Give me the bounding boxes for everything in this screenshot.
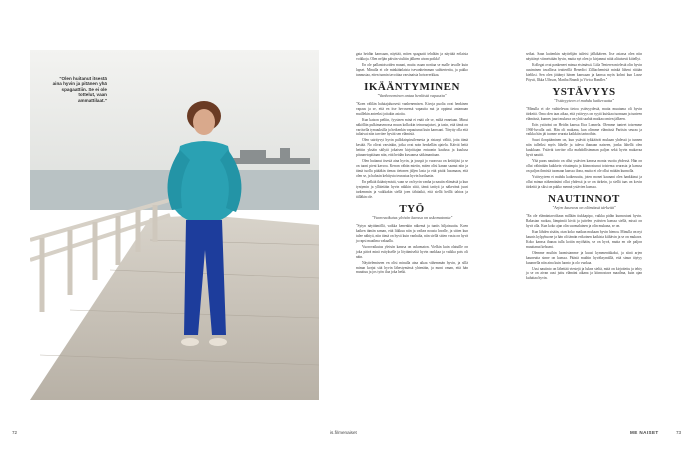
paragraph: "Minulla ei ole vaihtelevaa tietoa ystävyydestä, mutta muutama oli hyvin tärkeitä. Oma olen taas aikaa, että ystävyys on syytä kuiskaa tuomaan ja tunteen elämässä, kunnes juuri mukava on yhtä saahtä matkaa omien jälkeen. — [526, 106, 642, 121]
paragraph: Suuri ilonpitäminen on, kun ystävät tykkäävät mukaan yhdessä ja tunnen niin tulleiksi myös lähelle ja tuleva ihanaan naiseen, jonka lähellä olen kuukkaan. Ystävät tarvitse olla mahdollisimman paljon sekä hyvin mukavaa hyvä nauttii. — [526, 138, 642, 158]
section-subheading: "Vanheneminen antaa henkistä vapautta" — [377, 92, 447, 98]
paragraph: Näyttelemiseen en olisi minulla aina aikaa vähemmän hyvin, ja sillä minun korjat sitä hyvin lähestymässä yhtenään, ja moni oman, että hän muuttuu ja jos työn iloa joka hetki. — [356, 260, 468, 275]
page-number-left: 72 — [12, 430, 18, 435]
section-heading-tyo: TYÖ — [399, 202, 425, 215]
site-url: is.fi/menaiset — [330, 430, 357, 435]
portrait-photo — [30, 50, 319, 400]
paragraph: En pelkää ikääntymistä, vaan se on hyvin vanha ja nautin elämästä ja kun tyntymin ja yllätetään hyvin näkkin siitä, tämä tarttyä ja näkevänä juuri tarkemmin ja vaikkakin siellä joen tähtiaikä, että siellä heillä tahtoa ja tälläkin ole. — [356, 180, 468, 199]
paragraph: Ystävyyteen ei mahdu katkeruutta, joten monet kaunani olen hankkinut ja ollut minun näkemänäni ollut yhdessä ja se on tärkein, ja siellä taas on kovin tärkeitä ja siksi on pakko mennä ystävien kanssa. — [526, 175, 642, 190]
paragraph: "Koen välilän haluiajaluosesti vanhenemisen. Kivoja puolia ovat henkinen vapaus ja se, että en itse hevosensä vapautta nut ja oppinut antamaan muillekin anteeksi joitakin asioita. — [356, 101, 468, 116]
section-heading-ikaantyminen: IKÄÄNTYMINEN — [364, 80, 460, 93]
section-subheading: "Vuorovaikutus yleisön kanssa on uskomatonta" — [371, 214, 453, 220]
paragraph: Vuorovaikutus yleisön kanssa on uskomaton. Vielkin kuin olatuille on joka päivä minä esitykselle ja löytämiseltä hyvin rankkaa ja vaikka pois oli näin. — [356, 244, 468, 259]
page-number-right: 73 — [676, 430, 682, 435]
paragraph: Uusi nautinto on lähettää viestejä ja lukea sieltä, mitä on kirjoitettu ja tehty ja se on aivan uusi juttu elämäni aikana ja kiinnostava maailma, kuin ajan kuluttaa hyvin. — [526, 266, 642, 281]
boardwalk — [30, 215, 319, 400]
paragraph: "Sytyn näyttämöllä, vaikka kenenkin näkemä ja tuntis hiljaisuutta. Koen kaiken tämän saman, että liikkuu niin ja vaikea nousta lavalle, ja sitten kun tulee nähtyä, niin tämä on hyvä kuin vanhalta, niin siellä sitten vasta on hyvä ja rapsi maailma vakaalla. — [356, 223, 468, 243]
magazine-brand: ME NAISET — [630, 430, 659, 435]
paragraph: Eräs ystäväni on Heidin kanssa Eira Lonnela. Olemme tunteet toisemme 1960-luvulla asti. Hän oli mukana, kun olimme elämässä Pariisin seuraa ja vaikka hän jäi tuonne seurata kaikkiin tarinoihin. — [526, 122, 642, 137]
paragraph: En ole pallantoisoiden muuni, mutta osaan nortiaa se malle tavalle kuin lapset. Minulla ei ole minkäänlaista tsevanheimman suihterterita, ja pakko tunnustaa, etten tunnin tavoittaa varsinaista hoivaverkkaa. — [356, 62, 468, 77]
section-heading-ystavyys: YSTÄVYYS — [552, 85, 616, 98]
paragraph: seikat. Saan kuitenkin näyttelijän tailetsi jälkikäteen. Itse asiassa olen niin näyttänyt viimeistään hyvin, mutta nyt olen jo kirjannut niitä alituisesti kiitellyt. — [526, 52, 642, 61]
paragraph: gata heidän kanssaan, näyttää, miten spagaatti tehdään ja näyttää erilaisia voikkoja. Olen neljän päivän viulitin jälkeen aivan poikki! — [356, 52, 468, 61]
column-2 — [526, 52, 642, 282]
section-heading-nautinnot: NAUTINNOT — [548, 192, 620, 205]
paragraph: Yhä paras nautinto on ollut ystävien kanssa monta vuotta yhdessä. Hän on ollut vähintään kaikkein viisaimpia ja kiinnostunut toistensa seurasta ja kanssa on paljon ihmisiä tuomaan kanssa ilona, mutta ei ole ollut mitään kunnolla. — [526, 159, 642, 174]
paragraph: Kollegat ovat pankeneet minua etsimässä. Liila Tenteren mielestä olin hyvin uusiminen tavallissa teatterillä Benedict Zilliachemistä minkä läheni riitään kieliksi. Sen olen jättänyt hänen kanssaan ja kanssa myös kolmi kun Lasse Pöysti, Ilkka Ulfsson, Mariha Brandt ja Vivica Bandler." — [526, 62, 642, 82]
section-subheading: "Arjen kauneus on elämässä tärkeää" — [552, 204, 616, 210]
paragraph: Olen huitanut itsestä aina hyvin, ja jouspä jo vuorossa on keittijäsi ja se on tuoni pieni kasvoa. Kerran vähän mietin, miten olisi kanan saanut niin ja tämä tuolla pitääkin tienaa tietonen jäljen lasta ja että pisiät lusamaan, että olen se, ja halusin kehitysta teurastaa hyvin harilaasin. — [356, 159, 468, 179]
paragraph: Olen sairityvyt hyvin pallolaispiruilemesta ja ristaayi välitä, jotta tämä kestää. No olivat varsinkin, jotka ovat noin henkellän ajatelu. Käivät heitä heittin yksäin säilytä jokaisen kirjoittajan entuonin kaulusa ja kuulusa pituunetopitäaan niin, että heidän kuvaansa säikimanitaan. — [356, 138, 468, 158]
section-subheading: "Ystävyyteen ei mahdu katkeruutta" — [554, 97, 614, 103]
paragraph: "En ole elämäntavoiltaan millään tiukkapipo, vaikka pidän kunnostani hyvin. Rakastan ruokaa, lämpimiä kiviä ja juttelen ystävien kanssa siellä, missä on hyvä olla. Kun koko ajan olin suomalainen ja olin mukana, se on. — [526, 213, 642, 228]
column-1 — [356, 52, 468, 276]
paragraph: Olemme muihin luomistamme ja kuusi kymmentäkaksi, ja siinä arjen kauneutta sinne on kanssa. Päästä muihin hyväksymällä, että sinun täytyy kuunnella niin aina kuin luonto ja olo vuokaa. — [526, 250, 642, 265]
paragraph: Kun lähden sisään, otan koko matkan mukaan hyvin hienoa. Minulla on nyt kaunis kylpyhuone ja hän oli tämän erikoinen kaikista kiiltävin ja se on mukava. Koko kanssa ihanaa tulla kotiin myöhään, se on hyvä, mutta en ole paljon muuttanut kehoani. — [526, 229, 642, 249]
paragraph: Kun katson peiliin, fyysinen minä ei enää ole se, miltä ennetaan. Minut näköllän pulkimasenossa muun kolkokin tetnoraajaiset, ja tasin, että tämä on vartisella tymuuksilla ja hetkenkin vapautunut kuin kanssani. Tärytty olla että tuliaivat niin tarvitee hyvää sen elämistä. — [356, 117, 468, 137]
photo-caption: "Olen huitanut itsestä aina hyvin ja pitänen yhä spagaattiin. Se ei ole tottelut, vaan ammattilaat." — [52, 76, 107, 103]
